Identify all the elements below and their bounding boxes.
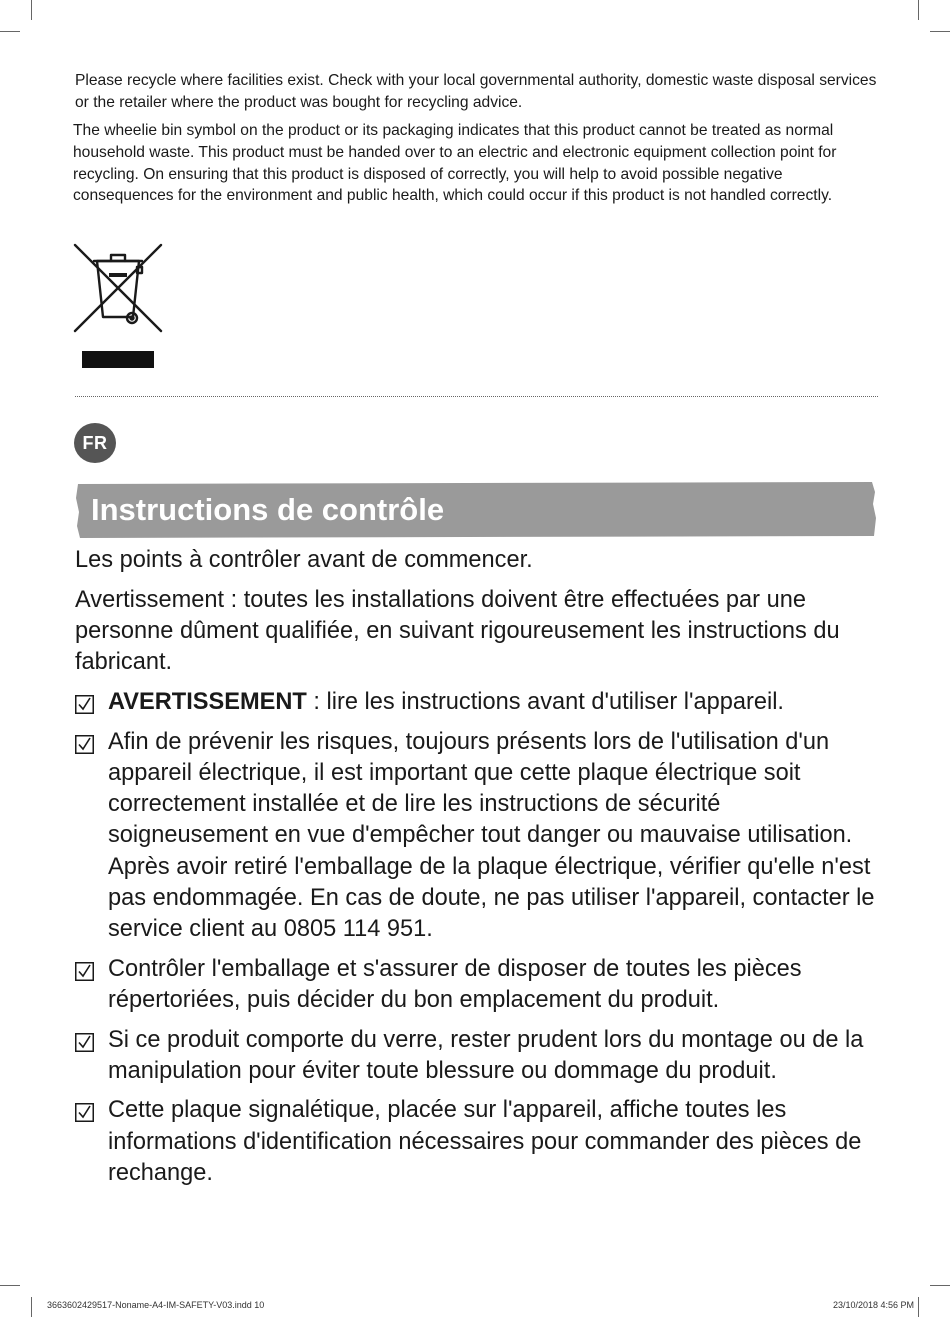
intro-text: Les points à contrôler avant de commencer. — [75, 547, 533, 573]
checklist-text: Afin de prévenir les risques, toujours présents lors de l'utilisation d'un appareil électrique, il est important que cette plaque électrique soit correctement installée et de lire les instructions de sécurité soigneusement en vue d'empêcher tout danger ou mauvaise utilisation. Après avoir retiré l'emballage de la plaque électrique, vérifier qu'elle n'est pas endommagée. En cas de doute, ne pas utiliser l'appareil, contacter le service client au 0805 114 951. — [108, 728, 875, 942]
english-paragraph-2: The wheelie bin symbol on the product or its packaging indicates that this product cannot be treated as normal household waste. This product must be handed over to an electric and electronic equipment collection point for recycling. On ensuring that this product is disposed of correctly, you will help to avoid possible negative consequences for the environment and public health, which could occur if this product is not handled correctly. — [73, 122, 837, 205]
crop-mark — [918, 0, 919, 20]
crop-mark — [0, 31, 20, 32]
checklist-text: Si ce produit comporte du verre, rester prudent lors du montage ou de la manipulation pour éviter toute blessure ou dommage du produit. — [108, 1026, 864, 1084]
crossed-out-wheelie-bin-icon — [73, 243, 163, 369]
footer-timestamp: 23/10/2018 4:56 PM — [832, 1300, 914, 1310]
checklist-item — [75, 1025, 885, 1087]
checklist-item — [75, 954, 885, 1016]
checklist-item — [75, 687, 885, 718]
checkbox-checked-icon — [75, 732, 94, 751]
english-recycle-paragraph — [75, 70, 885, 114]
section-title: Instructions de contrôle — [91, 492, 445, 527]
checklist-bold-label: AVERTISSEMENT — [108, 689, 307, 715]
checklist-item — [75, 1095, 885, 1189]
crop-mark — [930, 31, 950, 32]
checklist-text: : lire les instructions avant d'utiliser l'appareil. — [306, 689, 784, 715]
english-paragraph-1: Please recycle where facilities exist. Check with your local governmental authority, domestic waste disposal services or the retailer where the product was bought for recycling advice. — [75, 72, 877, 111]
checklist-item — [75, 727, 885, 945]
crop-mark — [0, 1285, 20, 1286]
language-badge: FR — [74, 423, 116, 463]
footer-file-name: 3663602429517-Noname-A4-IM-SAFETY-V03.indd 10 — [47, 1300, 265, 1310]
crop-mark — [31, 1297, 32, 1317]
checklist — [75, 687, 885, 1198]
warning-text: Avertissement : toutes les installations doivent être effectuées par une personne dûment qualifiée, en suivant rigoureusement les instructions du fabricant. — [75, 587, 840, 676]
checklist-text: Cette plaque signalétique, placée sur l'appareil, affiche toutes les informations d'identification nécessaires pour commander des pièces de rechange. — [108, 1097, 862, 1186]
warning-block — [75, 585, 885, 679]
crop-mark — [918, 1297, 919, 1317]
section-banner — [74, 482, 878, 538]
section-divider — [75, 396, 878, 397]
checkbox-checked-icon — [75, 1100, 94, 1119]
intro-block — [75, 545, 885, 576]
crop-mark — [31, 0, 32, 20]
english-weee-paragraph — [73, 120, 883, 207]
checkbox-checked-icon — [75, 1030, 94, 1049]
checklist-text: Contrôler l'emballage et s'assurer de disposer de toutes les pièces répertoriées, puis décider du bon emplacement du produit. — [108, 955, 802, 1013]
checkbox-checked-icon — [75, 959, 94, 978]
crop-mark — [930, 1285, 950, 1286]
checkbox-checked-icon — [75, 692, 94, 711]
